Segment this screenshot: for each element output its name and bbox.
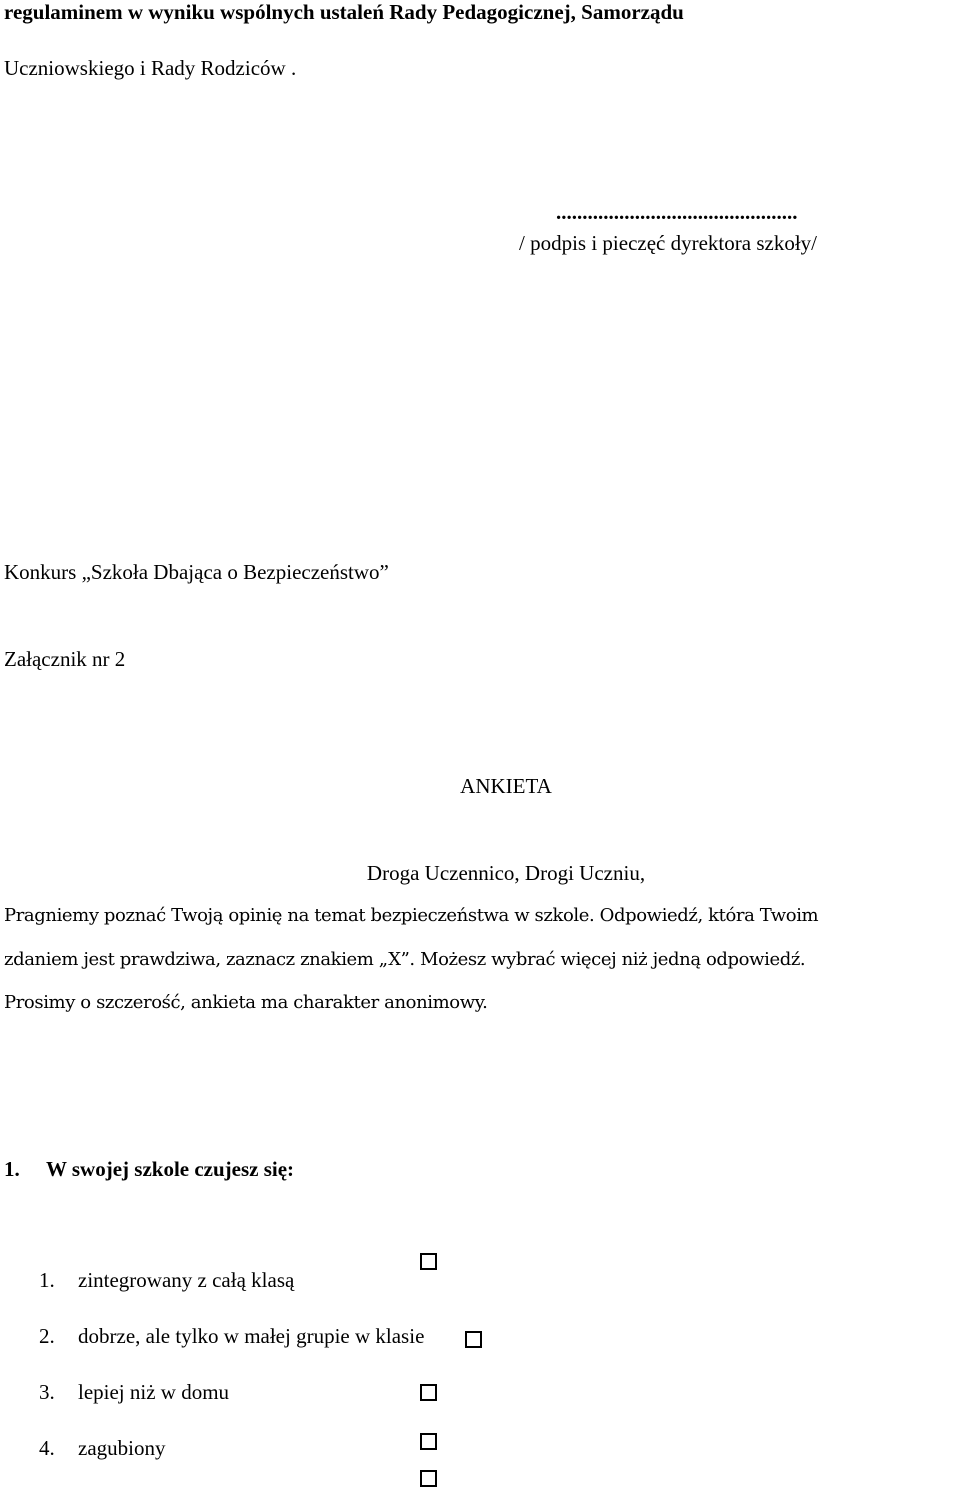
answer-number: 1. (39, 1268, 55, 1292)
survey-title: ANKIETA (460, 774, 552, 798)
greeting: Droga Uczennico, Drogi Uczniu, (366, 861, 646, 885)
answer-text: zagubiony (78, 1436, 166, 1460)
answer-number: 4. (39, 1436, 55, 1460)
question-text: W swojej szkole czujesz się: (46, 1157, 295, 1181)
answer-text: zintegrowany z całą klasą (78, 1268, 295, 1292)
answer-row-3 (39, 1380, 229, 1404)
intro-line-3: Prosimy o szczerość, ankieta ma charakter anonimowy. (4, 992, 488, 1013)
question-number: 1. (4, 1157, 20, 1181)
question-1 (4, 1157, 294, 1181)
answer-text: lepiej niż w domu (78, 1380, 230, 1404)
answer-number: 3. (39, 1380, 55, 1404)
contest-title: Konkurs „Szkoła Dbająca o Bezpieczeństwo” (4, 560, 389, 584)
answer-row-2 (39, 1324, 424, 1348)
answer-number: 2. (39, 1324, 55, 1348)
answer-row-4 (39, 1436, 165, 1460)
answer-row-1 (39, 1268, 294, 1292)
attachment-label: Załącznik nr 2 (4, 647, 126, 671)
signature-label: / podpis i pieczęć dyrektora szkoły/ (519, 231, 817, 255)
intro-line-2: zdaniem jest prawdziwa, zaznacz znakiem „X”. Możesz wybrać więcej niż jedną odpowiedź. (4, 949, 806, 970)
answer-text: dobrze, ale tylko w małej grupie w klasie (78, 1324, 425, 1348)
answer-3-checkbox[interactable] (420, 1384, 437, 1401)
answer-1-checkbox[interactable] (420, 1253, 437, 1270)
header-line-2: Uczniowskiego i Rady Rodziców . (4, 56, 297, 80)
header-line-1: regulaminem w wyniku wspólnych ustaleń Rady Pedagogicznej, Samorządu (4, 0, 684, 24)
answer-2-checkbox[interactable] (465, 1331, 482, 1348)
answer-4-checkbox[interactable] (420, 1433, 437, 1450)
signature-dots: .............................................. (556, 200, 798, 224)
answer-5-checkbox[interactable] (420, 1470, 437, 1487)
intro-line-1: Pragniemy poznać Twoją opinię na temat bezpieczeństwa w szkole. Odpowiedź, która Twoim (4, 905, 819, 926)
